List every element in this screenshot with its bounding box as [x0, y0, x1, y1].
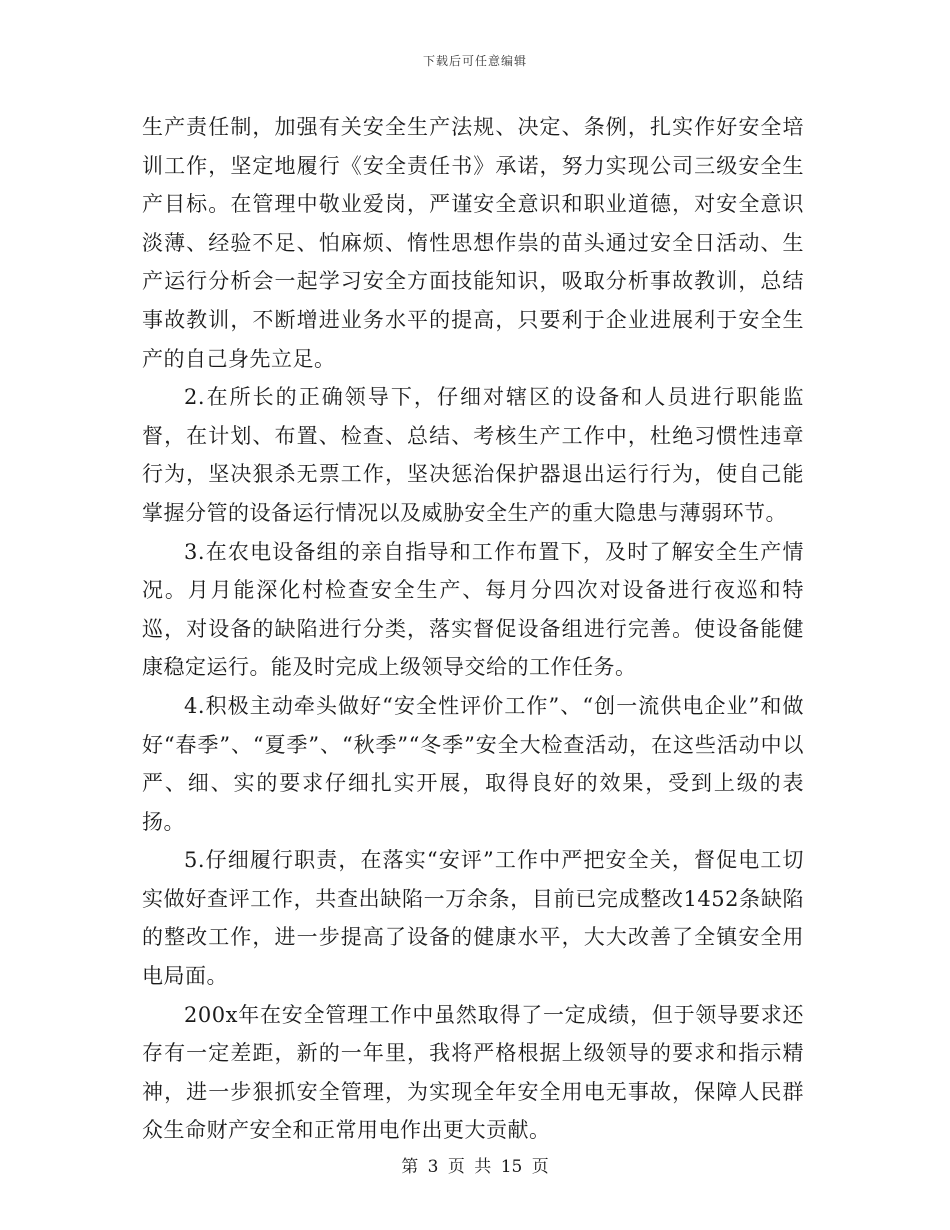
paragraph-1: 生产责任制，加强有关安全生产法规、决定、条例，扎实作好安全培训工作，坚定地履行《安全责任书》承诺，努力实现公司三级安全生产目标。在管理中敬业爱岗，严谨安全意识和职业道德，对安全意识淡薄、经验不足、怕麻烦、惰性思想作祟的苗头通过安全日活动、生产运行分析会一起学习安全方面技能知识，吸取分析事故教训，总结事故教训，不断增进业务水平的提高，只要利于企业进展利于安全生产的自己身先立足。: [142, 115, 804, 371]
body-text: [142, 108, 804, 1150]
page-header: 下载后可任意编辑: [422, 54, 527, 68]
paragraph-2: 2.在所长的正确领导下，仔细对辖区的设备和人员进行职能监督，在计划、布置、检查、总结、考核生产工作中，杜绝习惯性违章行为，坚决狠杀无票工作，坚决惩治保护器退出运行行为，使自己能掌握分管的设备运行情况以及威胁安全生产的重大隐患与薄弱环节。: [142, 385, 804, 525]
paragraph-3: 3.在农电设备组的亲自指导和工作布置下，及时了解安全生产情况。月月能深化村检查安全生产、每月分四次对设备进行夜巡和特巡，对设备的缺陷进行分类，落实督促设备组进行完善。使设备能健康稳定运行。能及时完成上级领导交给的工作任务。: [142, 539, 804, 680]
page-number-footer: 第 3 页 共 15 页: [401, 1157, 549, 1177]
paragraph-5: 5.仔细履行职责，在落实“安评”工作中严把安全关，督促电工切实做好查评工作，共查出缺陷一万余条，目前已完成整改1452条缺陷的整改工作，进一步提高了设备的健康水平，大大改善了全镇安全用电局面。: [142, 848, 804, 989]
paragraph-4: 4.积极主动牵头做好“安全性评价工作”、“创一流供电企业”和做好“春季”、“夏季”、“秋季”“冬季”安全大检查活动，在这些活动中以严、细、实的要求仔细扎实开展，取得良好的效果，受到上级的表扬。: [142, 693, 804, 834]
paragraph-6: 200x年在安全管理工作中虽然取得了一定成绩，但于领导要求还存有一定差距，新的一年里，我将严格根据上级领导的要求和指示精神，进一步狠抓安全管理，为实现全年安全用电无事故，保障人民群众生命财产安全和正常用电作出更大贡献。: [142, 1002, 804, 1143]
